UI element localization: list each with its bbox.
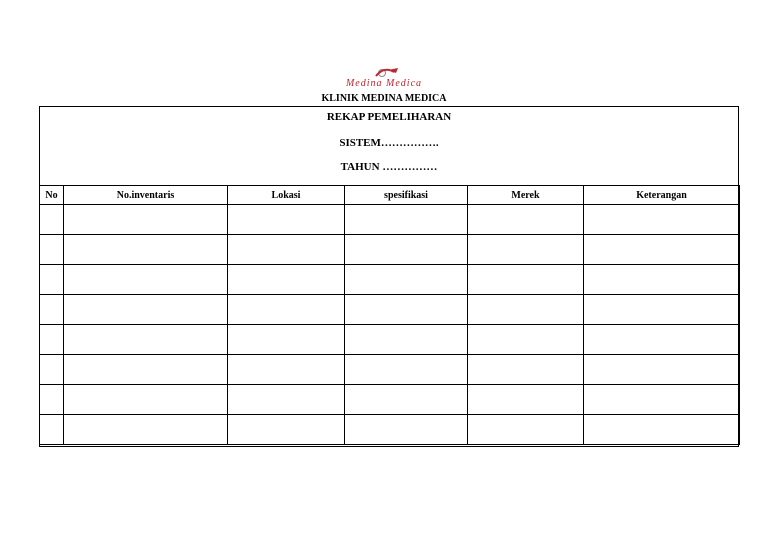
cell-notes[interactable] — [584, 385, 740, 415]
cell-location[interactable] — [228, 325, 345, 355]
form-title: REKAP PEMELIHARAN — [326, 111, 452, 123]
cell-inventory[interactable] — [64, 235, 228, 265]
cell-no[interactable] — [40, 265, 64, 295]
table-row — [40, 235, 740, 265]
logo-wordmark: Medina Medica — [345, 78, 423, 89]
cell-specification[interactable] — [345, 415, 468, 445]
cell-brand[interactable] — [468, 295, 584, 325]
table-body — [40, 205, 740, 445]
table-row — [40, 205, 740, 235]
cell-brand[interactable] — [468, 265, 584, 295]
cell-specification[interactable] — [345, 265, 468, 295]
cell-notes[interactable] — [584, 295, 740, 325]
clinic-name: KLINIK MEDINA MEDICA — [321, 93, 447, 104]
cell-notes[interactable] — [584, 235, 740, 265]
table-header-row — [40, 186, 740, 205]
table-row — [40, 295, 740, 325]
cell-brand[interactable] — [468, 385, 584, 415]
cell-notes[interactable] — [584, 265, 740, 295]
cell-no[interactable] — [40, 205, 64, 235]
cell-no[interactable] — [40, 325, 64, 355]
cell-inventory[interactable] — [64, 415, 228, 445]
cell-brand[interactable] — [468, 205, 584, 235]
cell-notes[interactable] — [584, 415, 740, 445]
cell-location[interactable] — [228, 385, 345, 415]
column-header-location: Lokasi — [228, 186, 345, 205]
cell-specification[interactable] — [345, 295, 468, 325]
cell-notes[interactable] — [584, 325, 740, 355]
cell-location[interactable] — [228, 415, 345, 445]
cell-inventory[interactable] — [64, 325, 228, 355]
cell-specification[interactable] — [345, 355, 468, 385]
table-row — [40, 415, 740, 445]
table-row — [40, 325, 740, 355]
cell-notes[interactable] — [584, 355, 740, 385]
column-header-no: No — [40, 186, 64, 205]
cell-location[interactable] — [228, 355, 345, 385]
cell-specification[interactable] — [345, 385, 468, 415]
column-header-brand: Merek — [468, 186, 584, 205]
cell-brand[interactable] — [468, 235, 584, 265]
cell-inventory[interactable] — [64, 385, 228, 415]
column-header-notes: Keterangan — [584, 186, 740, 205]
cell-inventory[interactable] — [64, 265, 228, 295]
cell-brand[interactable] — [468, 355, 584, 385]
cell-no[interactable] — [40, 295, 64, 325]
clinic-logo — [318, 64, 450, 90]
year-line: TAHUN …………… — [340, 161, 438, 173]
cell-specification[interactable] — [345, 235, 468, 265]
cell-brand[interactable] — [468, 325, 584, 355]
column-header-specification: spesifikasi — [345, 186, 468, 205]
cell-location[interactable] — [228, 265, 345, 295]
column-header-inventory: No.inventaris — [64, 186, 228, 205]
maintenance-form — [39, 106, 739, 447]
cell-no[interactable] — [40, 415, 64, 445]
system-line: SISTEM……………. — [339, 137, 439, 149]
cell-specification[interactable] — [345, 325, 468, 355]
cell-no[interactable] — [40, 235, 64, 265]
cell-no[interactable] — [40, 355, 64, 385]
table-row — [40, 265, 740, 295]
cell-inventory[interactable] — [64, 355, 228, 385]
cell-inventory[interactable] — [64, 295, 228, 325]
table-row — [40, 385, 740, 415]
cell-no[interactable] — [40, 385, 64, 415]
cell-specification[interactable] — [345, 205, 468, 235]
cell-location[interactable] — [228, 295, 345, 325]
maintenance-table — [39, 185, 740, 445]
cell-notes[interactable] — [584, 205, 740, 235]
table-row — [40, 355, 740, 385]
cell-location[interactable] — [228, 235, 345, 265]
cell-location[interactable] — [228, 205, 345, 235]
cell-inventory[interactable] — [64, 205, 228, 235]
cell-brand[interactable] — [468, 415, 584, 445]
